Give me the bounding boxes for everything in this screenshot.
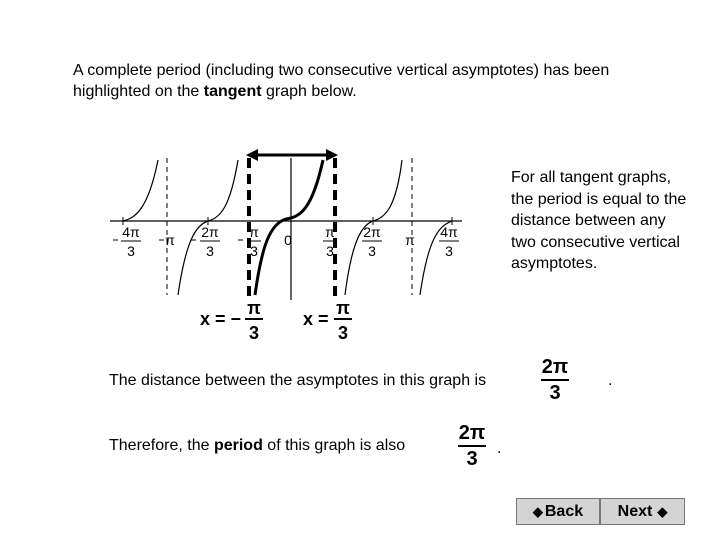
period-post: of this graph is also <box>262 437 406 454</box>
tick-label: 3 <box>445 243 453 259</box>
period-bold: period <box>213 437 263 454</box>
tick-label: π <box>165 232 175 248</box>
tick-label: π <box>405 232 415 248</box>
highlighted-period-curve <box>255 160 323 295</box>
tick-label: 2π <box>363 224 381 240</box>
period-numerator: 2π <box>458 422 486 444</box>
asymptote-left-num: π <box>247 298 261 318</box>
distance-fraction <box>541 356 569 404</box>
asymptote-left-den: 3 <box>248 323 260 343</box>
tick-label: π <box>249 224 259 240</box>
tick-label: 3 <box>206 243 214 259</box>
period-text <box>109 437 405 455</box>
distance-denominator: 3 <box>549 382 561 404</box>
period-end-mark: . <box>497 440 502 457</box>
tangent-branch <box>123 160 158 221</box>
asymptote-right-label: x = <box>303 309 329 329</box>
distance-text: The distance between the asymptotes in this graph is <box>109 372 487 389</box>
tick-label: 4π <box>122 224 140 240</box>
intro-text <box>73 60 673 102</box>
intro-part2: graph below. <box>261 83 357 100</box>
tick-label: π <box>325 224 335 240</box>
period-pre: Therefore, the <box>109 437 214 454</box>
tick-label: 3 <box>250 243 258 259</box>
intro-bold-tangent: tangent <box>203 83 262 100</box>
asymptote-left-label: x = − <box>200 309 242 329</box>
period-fraction <box>458 422 486 470</box>
asymptote-right-den: 3 <box>337 323 349 343</box>
tangent-graph <box>100 140 470 360</box>
side-note: For all tangent graphs, the period is equal to the distance between any two consecutive vertical asymptotes. <box>511 169 687 272</box>
period-denominator: 3 <box>466 448 478 470</box>
tick-label: 3 <box>326 243 334 259</box>
distance-numerator: 2π <box>541 356 569 378</box>
back-button-label: Back <box>544 502 584 520</box>
tick-label: 3 <box>368 243 376 259</box>
next-button-label: Next <box>617 502 653 520</box>
back-button[interactable] <box>516 498 600 525</box>
distance-period-mark: . <box>608 372 613 389</box>
tick-label: 2π <box>201 224 219 240</box>
next-diamond-icon: ◆ <box>657 503 668 519</box>
back-diamond-icon: ◆ <box>532 503 543 519</box>
intro-part1: A complete period (including two consecutive vertical asymptotes) has been highlighted on the <box>73 62 610 100</box>
origin-label: 0 <box>284 232 292 248</box>
tick-label: 4π <box>440 224 458 240</box>
asymptote-right-num: π <box>336 298 350 318</box>
tick-label: 3 <box>127 243 135 259</box>
next-button[interactable] <box>600 498 685 525</box>
